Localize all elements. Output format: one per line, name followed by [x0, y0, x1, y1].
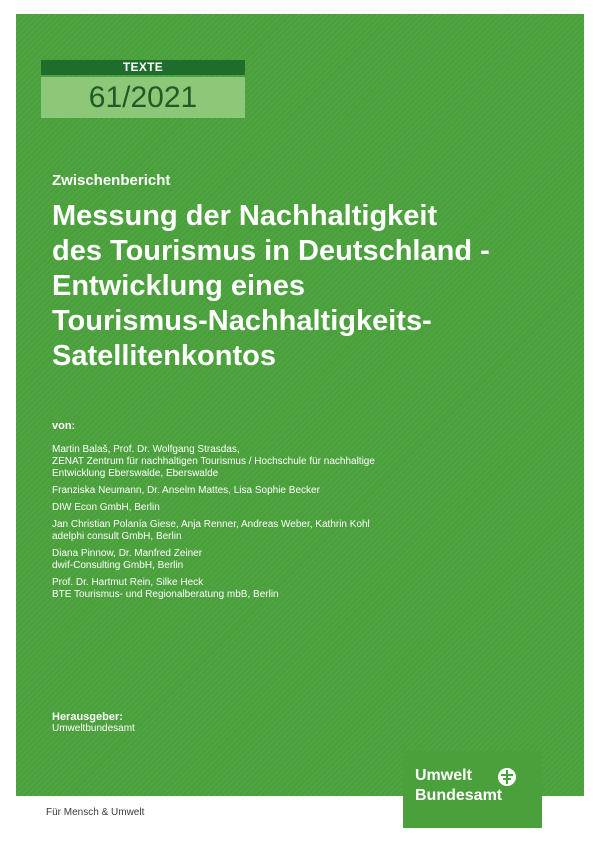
author-line: Prof. Dr. Hartmut Rein, Silke Heck — [52, 577, 204, 588]
series-label: TEXTE — [41, 60, 245, 75]
title-line: des Tourismus in Deutschland - — [52, 235, 490, 267]
report-type: Zwischenbericht — [52, 172, 171, 189]
author-line: ZENAT Zentrum für nachhaltigen Tourismus / Hochschule für nachhaltige — [52, 456, 375, 467]
author-group — [52, 519, 472, 543]
author-line: adelphi consult GmbH, Berlin — [52, 531, 182, 542]
author-line: dwif-Consulting GmbH, Berlin — [52, 560, 184, 571]
author-line: Jan Christian Polanía Giese, Anja Renner, Andreas Weber, Kathrin Kohl — [52, 519, 370, 530]
title-line: Messung der Nachhaltigkeit — [52, 200, 438, 232]
author-line: Martin Balaš, Prof. Dr. Wolfgang Strasdas, — [52, 444, 240, 455]
document-title — [52, 199, 572, 374]
author-list — [52, 444, 472, 606]
title-line: Tourismus-Nachhaltigkeits- — [52, 305, 432, 337]
title-line: Satellitenkontos — [52, 340, 276, 372]
author-line: Entwicklung Eberswalde, Eberswalde — [52, 468, 219, 479]
logo-word-umwelt: Umwelt — [415, 767, 472, 784]
author-line: DIW Econ GmbH, Berlin — [52, 502, 160, 513]
publisher-label: Herausgeber: — [52, 711, 123, 723]
tree-icon — [497, 767, 517, 787]
cover-panel — [16, 14, 584, 796]
author-group — [52, 548, 472, 572]
author-group — [52, 502, 472, 514]
uba-logo — [403, 751, 542, 828]
title-line: Entwicklung eines — [52, 270, 305, 302]
footer-slogan: Für Mensch & Umwelt — [46, 807, 145, 818]
logo-word-bundesamt: Bundesamt — [415, 787, 503, 804]
author-line: Diana Pinnow, Dr. Manfred Zeiner — [52, 548, 203, 559]
author-line: Franziska Neumann, Dr. Anselm Mattes, Lisa Sophie Becker — [52, 485, 320, 496]
publisher-name: Umweltbundesamt — [52, 723, 135, 734]
author-group — [52, 444, 472, 480]
authors-heading: von: — [52, 420, 76, 432]
author-line: BTE Tourismus- und Regionalberatung mbB, Berlin — [52, 589, 279, 600]
series-number: 61/2021 — [41, 77, 245, 118]
author-group — [52, 577, 472, 601]
author-group — [52, 485, 472, 497]
